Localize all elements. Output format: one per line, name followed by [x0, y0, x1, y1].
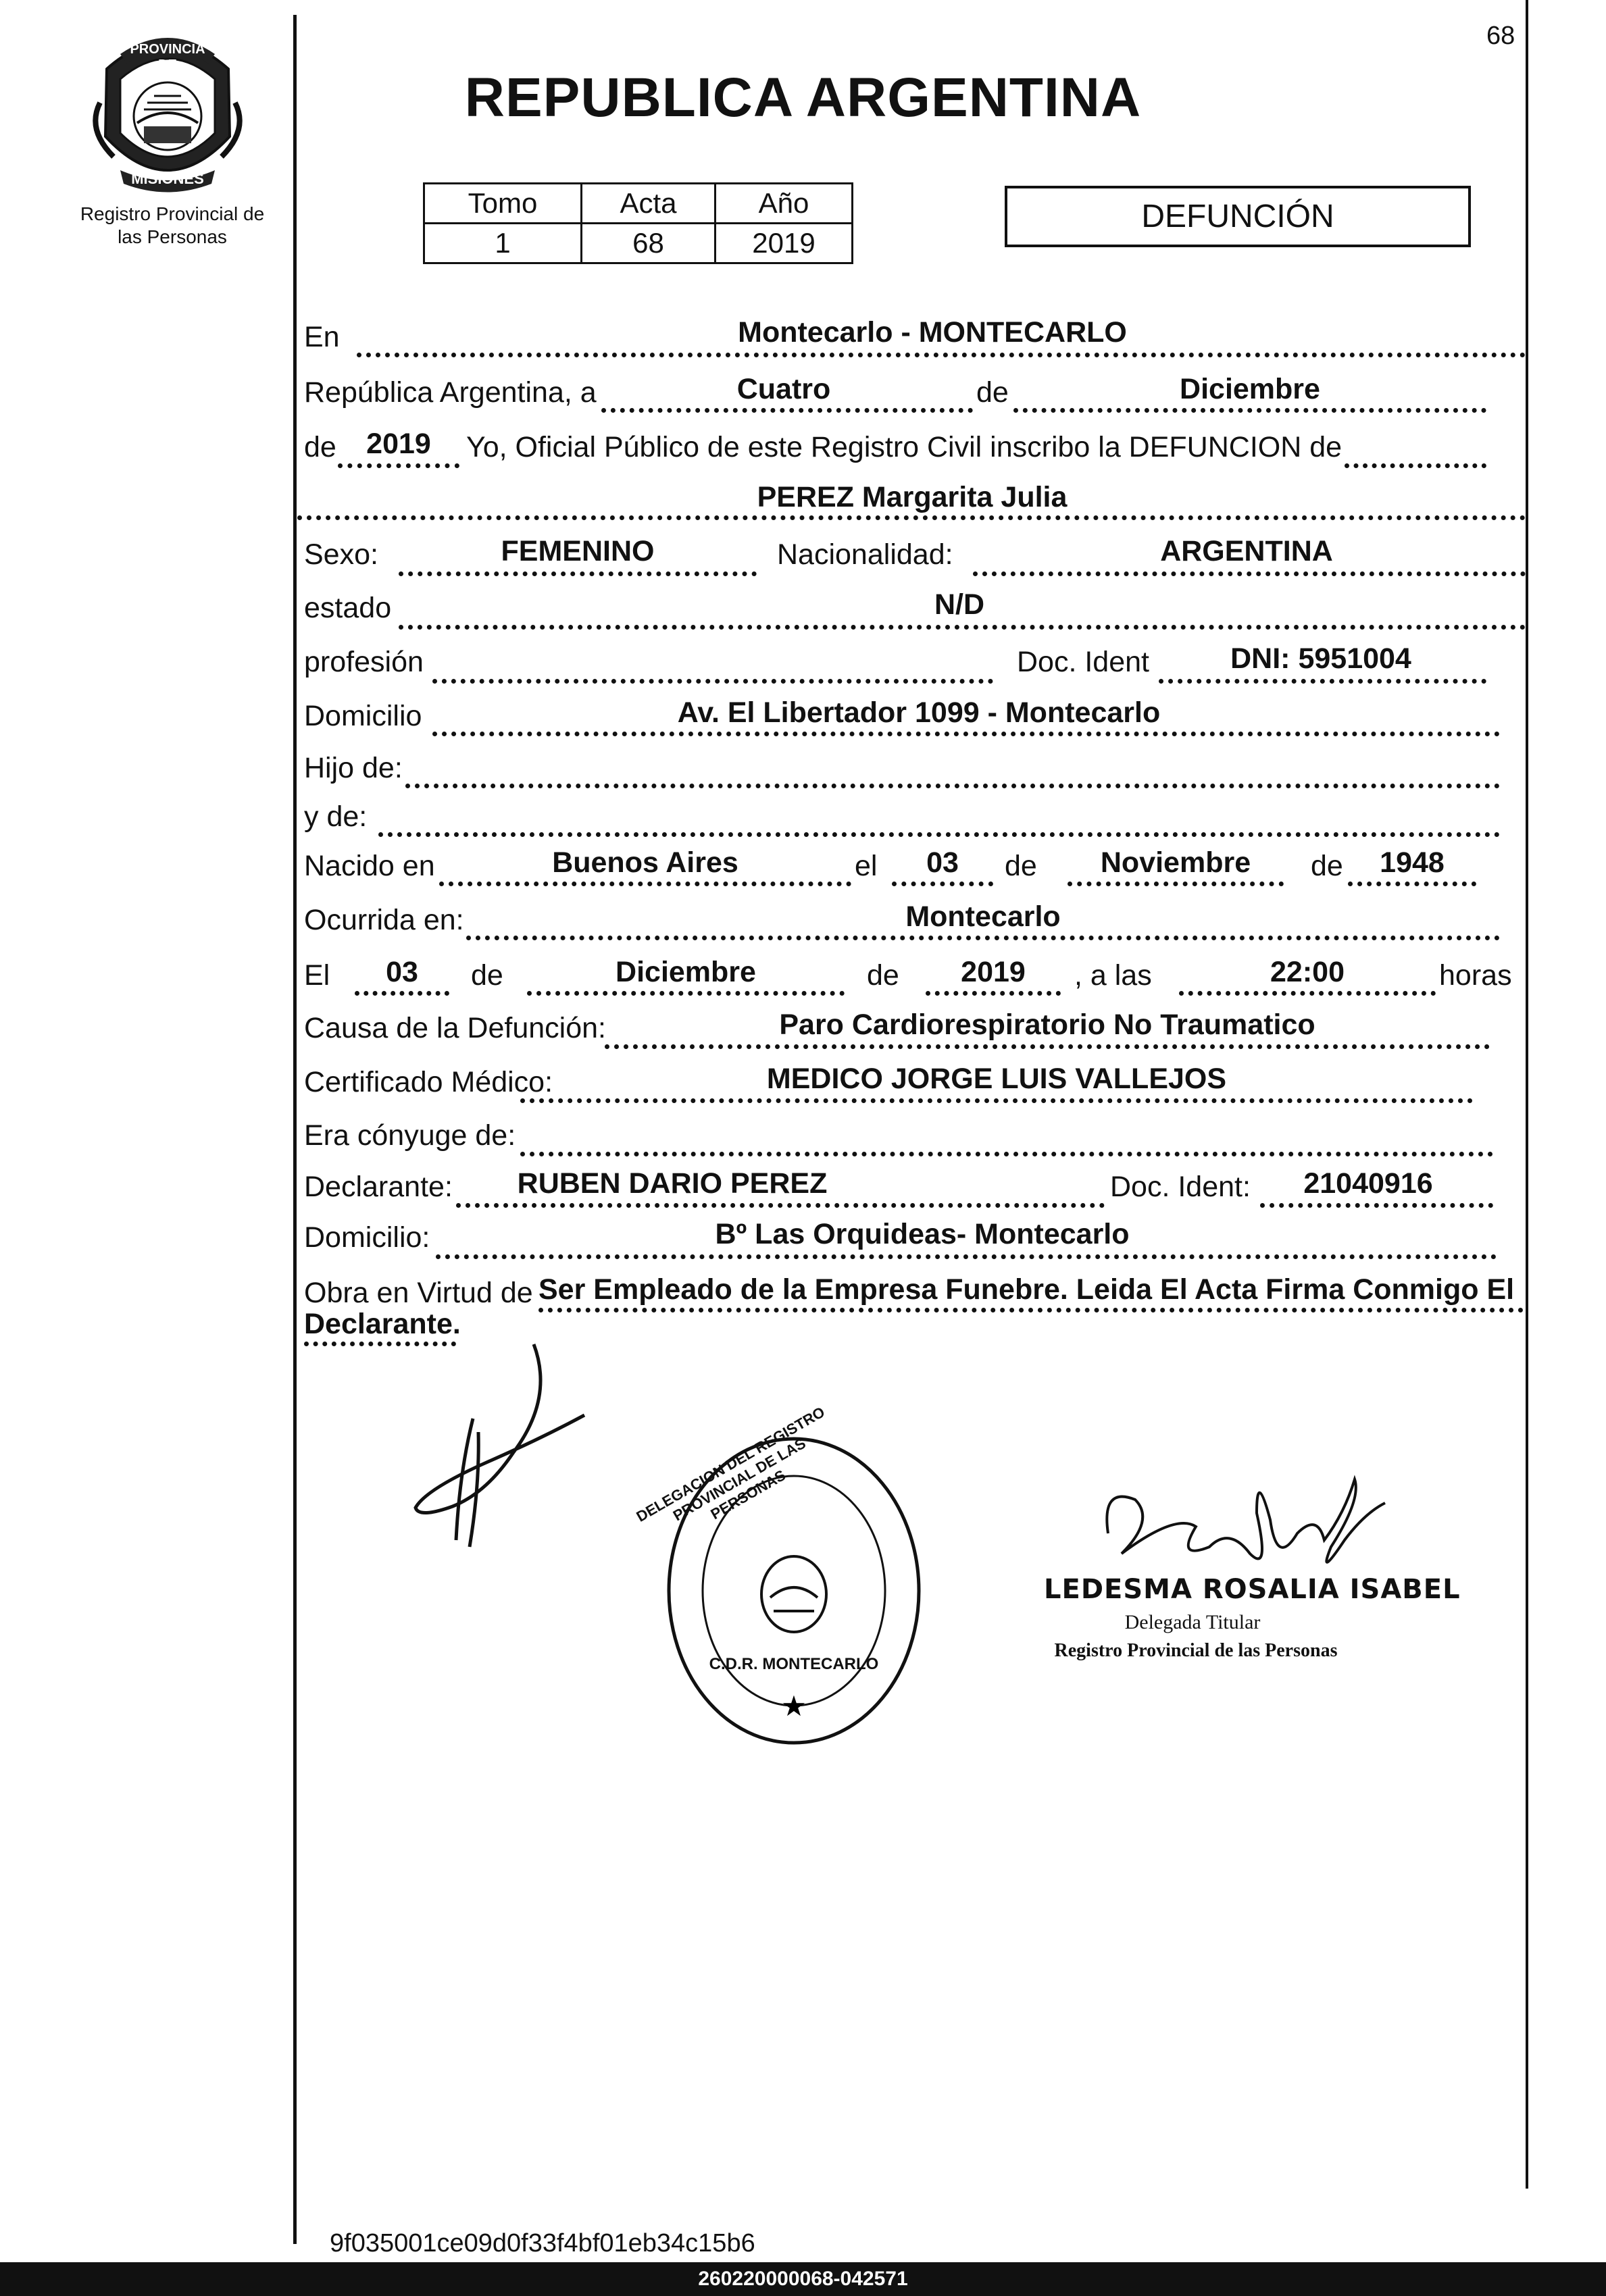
registry-header-tomo: Tomo — [424, 184, 582, 224]
registry-header-anio: Año — [716, 184, 853, 224]
decl-doc-dots — [1260, 1203, 1493, 1208]
decl-doc-value: 21040916 — [1303, 1167, 1433, 1200]
nacionalidad-dots — [973, 571, 1526, 576]
nacido-lugar-dots — [439, 882, 851, 886]
def-anio-dots — [926, 991, 1061, 996]
right-margin-line — [1526, 0, 1528, 2189]
alas-label: , a las — [1074, 959, 1152, 992]
ocurrida-value: Montecarlo — [905, 900, 1061, 933]
logo-bottom-text: MISIONES — [131, 170, 204, 187]
declarante-dots — [456, 1203, 1105, 1208]
oficial-text: Yo, Oficial Público de este Registro Civil inscribo la DEFUNCION de — [466, 431, 1342, 463]
signatory-name: LEDESMA ROSALIA ISABEL — [1044, 1574, 1461, 1605]
certificado-label: Certificado Médico: — [304, 1066, 553, 1098]
de-label-5: de — [471, 959, 503, 992]
de-label-2: de — [304, 431, 336, 463]
domicilio2-dots — [436, 1254, 1497, 1259]
doc-value: DNI: 5951004 — [1230, 642, 1411, 675]
registry-value-anio: 2019 — [716, 224, 853, 263]
sexo-dots — [399, 571, 757, 576]
logo-caption-line1: Registro Provincial de — [80, 203, 265, 224]
def-dia-value: 03 — [386, 956, 418, 988]
domicilio2-label: Domicilio: — [304, 1221, 430, 1254]
record-type-box: DEFUNCIÓN — [1005, 186, 1471, 247]
nacido-dia-dots — [892, 882, 993, 886]
yde-label: y de: — [304, 800, 368, 833]
domicilio-dots — [432, 732, 1500, 736]
causa-dots — [605, 1044, 1490, 1049]
causa-value: Paro Cardiorespiratorio No Traumatico — [779, 1009, 1315, 1041]
nacido-anio-value: 1948 — [1380, 846, 1445, 879]
en-value: Montecarlo - MONTECARLO — [738, 316, 1127, 349]
month-value: Diciembre — [1180, 373, 1320, 405]
doc-label: Doc. Ident — [1017, 646, 1149, 678]
name-dots — [297, 515, 1526, 520]
logo-top-text: PROVINCIA DE — [130, 42, 205, 72]
hora-dots — [1179, 991, 1436, 996]
official-stamp — [633, 1403, 926, 1750]
decl-doc-label: Doc. Ident: — [1110, 1171, 1251, 1203]
hijo-label: Hijo de: — [304, 752, 403, 784]
de-label-1: de — [976, 376, 1009, 409]
year-value: 2019 — [366, 428, 431, 460]
nacido-mes-value: Noviembre — [1100, 846, 1251, 879]
hora-value: 22:00 — [1270, 956, 1345, 988]
month-dots — [1013, 408, 1486, 413]
causa-label: Causa de la Defunción: — [304, 1012, 607, 1044]
republica-label: República Argentina, a — [304, 376, 597, 409]
estado-value: N/D — [934, 588, 985, 621]
oficial-dots — [1345, 463, 1486, 468]
document-title: REPUBLICA ARGENTINA — [464, 67, 1142, 128]
horas-label: horas — [1439, 959, 1512, 992]
day-word-value: Cuatro — [736, 373, 831, 405]
stamp-outer-text: DELEGACION DEL REGISTRO PROVINCIAL DE LAS PERSONAS — [633, 1403, 828, 1525]
nacido-label: Nacido en — [304, 850, 435, 882]
doc-dots — [1159, 679, 1486, 684]
obra-line1-dots — [538, 1308, 1524, 1312]
obra-line2: Declarante. — [304, 1308, 461, 1340]
en-label: En — [304, 321, 340, 353]
registry-value-acta: 68 — [582, 224, 716, 263]
domicilio-value: Av. El Libertador 1099 - Montecarlo — [677, 696, 1161, 729]
day-word-dots — [601, 408, 973, 413]
de-label-3: de — [1005, 850, 1037, 882]
estado-label: estado — [304, 592, 392, 624]
registry-header-acta: Acta — [582, 184, 716, 224]
declarant-signature — [405, 1337, 595, 1567]
svg-text:★: ★ — [781, 1689, 807, 1723]
declarante-value: RUBEN DARIO PEREZ — [517, 1167, 828, 1200]
conyuge-label: Era cónyuge de: — [304, 1119, 516, 1152]
nacido-lugar-value: Buenos Aires — [552, 846, 738, 879]
logo-caption — [61, 203, 284, 249]
barcode-number: 260220000068-042571 — [0, 2262, 1606, 2296]
el-label: el — [855, 850, 878, 882]
def-mes-dots — [527, 991, 845, 996]
registry-table — [423, 182, 853, 264]
nacionalidad-label: Nacionalidad: — [777, 538, 953, 571]
ocurrida-label: Ocurrida en: — [304, 904, 464, 936]
de-label-4: de — [1311, 850, 1343, 882]
estado-dots — [399, 625, 1526, 630]
certificado-value: MEDICO JORGE LUIS VALLEJOS — [766, 1063, 1227, 1095]
nacido-anio-dots — [1348, 882, 1476, 886]
certificado-dots — [520, 1098, 1473, 1103]
signatory-org: Registro Provincial de las Personas — [1054, 1640, 1338, 1661]
declarante-label: Declarante: — [304, 1171, 453, 1203]
logo-caption-line2: las Personas — [118, 226, 227, 247]
registry-value-tomo: 1 — [424, 224, 582, 263]
profesion-label: profesión — [304, 646, 424, 678]
obra-line1: Ser Empleado de la Empresa Funebre. Leida El Acta Firma Conmigo El — [538, 1273, 1515, 1306]
document-hash: 9f035001ce09d0f33f4bf01eb34c15b6 — [330, 2229, 755, 2257]
obra-label: Obra en Virtud de — [304, 1277, 533, 1309]
deceased-name: PEREZ Margarita Julia — [757, 481, 1068, 513]
def-dia-dots — [355, 991, 449, 996]
nacido-dia-value: 03 — [926, 846, 959, 879]
de-label-6: de — [867, 959, 899, 992]
en-dots — [357, 353, 1526, 357]
sexo-value: FEMENINO — [501, 535, 655, 567]
domicilio-label: Domicilio — [304, 700, 422, 732]
sexo-label: Sexo: — [304, 538, 378, 571]
left-margin-line — [293, 15, 297, 2244]
stamp-inner-text: C.D.R. MONTECARLO — [709, 1655, 879, 1673]
hijo-dots — [405, 784, 1500, 788]
conyuge-dots — [520, 1152, 1493, 1156]
year-dots — [338, 463, 459, 468]
ocurrida-dots — [466, 936, 1500, 940]
yde-dots — [378, 832, 1500, 837]
def-mes-value: Diciembre — [616, 956, 756, 988]
el2-label: El — [304, 959, 330, 992]
profesion-dots — [432, 679, 993, 684]
def-anio-value: 2019 — [961, 956, 1026, 988]
nacionalidad-value: ARGENTINA — [1160, 535, 1333, 567]
page-number: 68 — [1486, 22, 1515, 50]
signatory-role: Delegada Titular — [1124, 1611, 1261, 1633]
domicilio2-value: Bº Las Orquideas- Montecarlo — [715, 1218, 1130, 1250]
nacido-mes-dots — [1068, 882, 1284, 886]
